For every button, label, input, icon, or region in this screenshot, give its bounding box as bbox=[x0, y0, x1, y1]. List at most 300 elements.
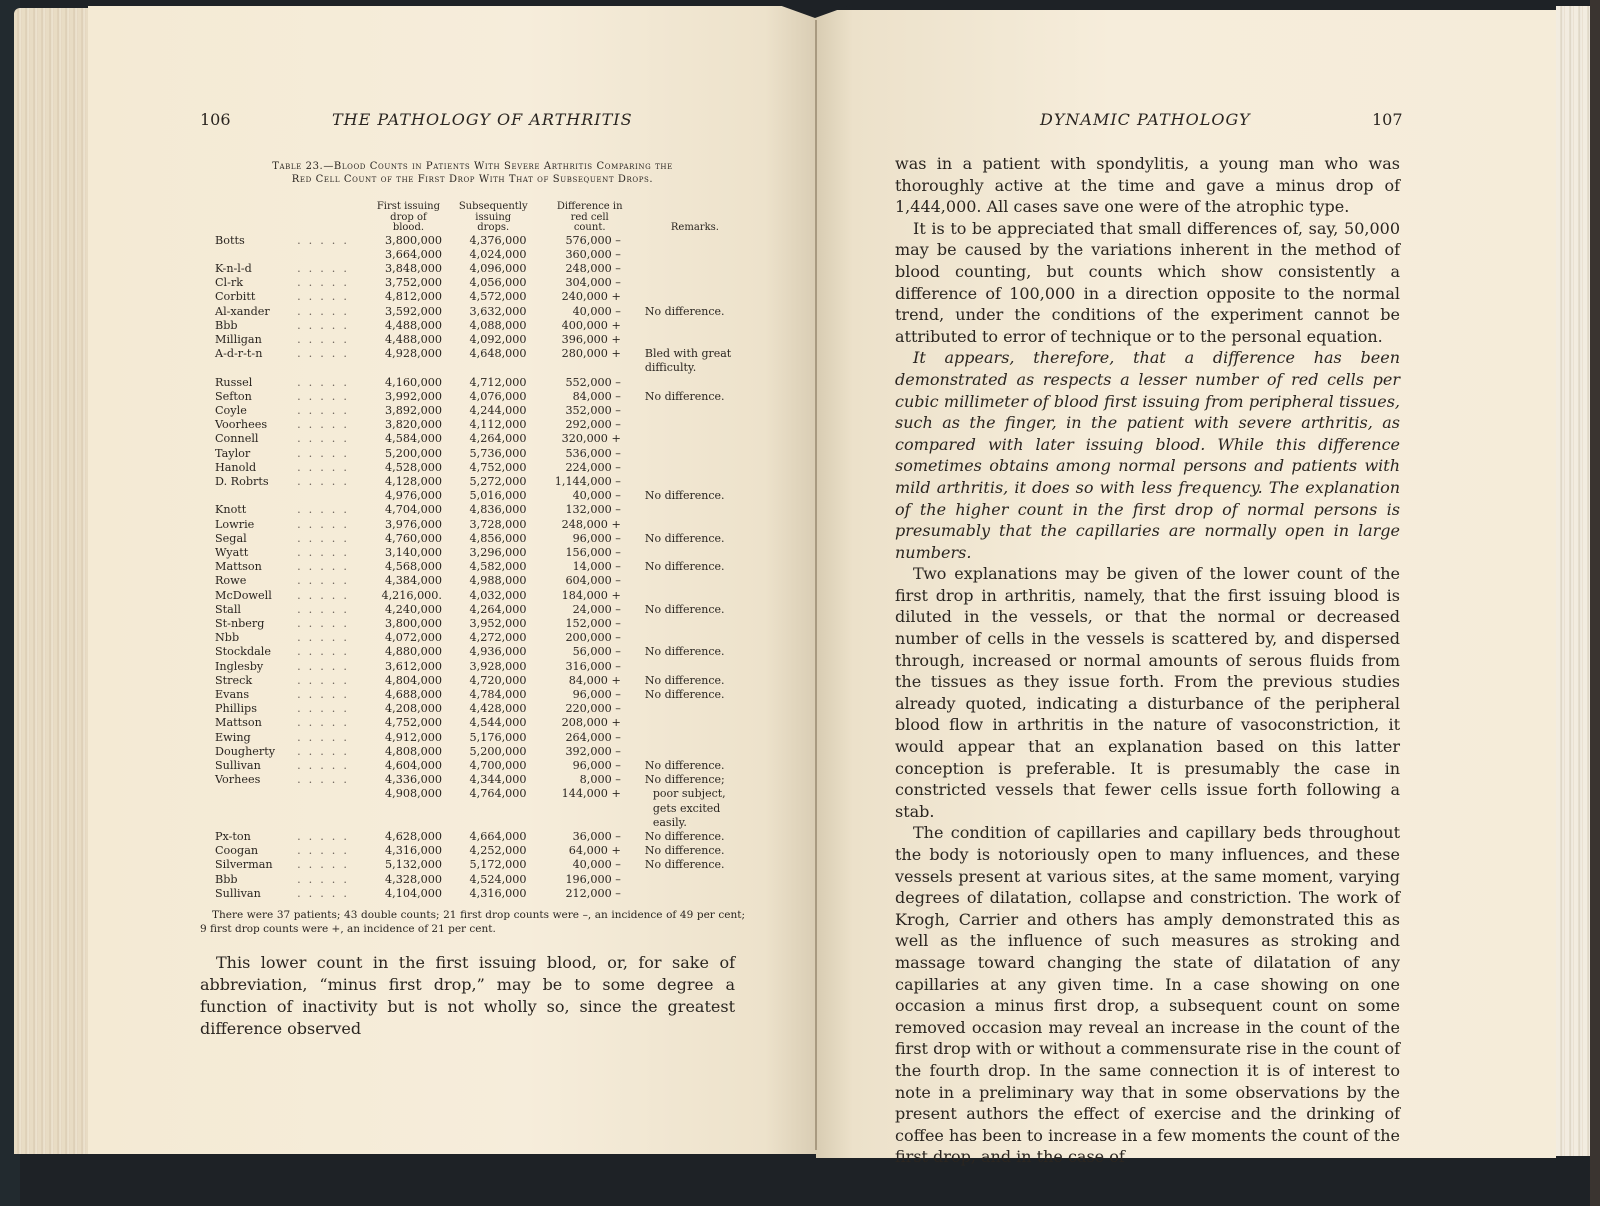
paragraph: It appears, therefore, that a difference has been demonstrated as respects a lesser number of red cells per cubic millimeter of blood first issuing from peripheral tissues, such as the finger, in the patient with severe arthritis, as compared with later issuing blood. While this difference sometimes obtains among normal persons and patients with mild arthritis, it does so with less frequency. The explanation of the higher count in the first drop of normal persons is presumably that the capillaries are normally open in large numbers. bbox=[895, 348, 1400, 562]
patient-name-cell bbox=[215, 844, 367, 858]
remarks-cell bbox=[643, 546, 745, 560]
remarks-cell bbox=[643, 574, 745, 588]
first-drop-cell: 4,384,000 bbox=[385, 574, 442, 588]
leader-dots: ..... bbox=[297, 759, 355, 773]
subsequent-drops-cell: 4,836,000 bbox=[469, 503, 527, 517]
patient-name-cell bbox=[215, 262, 367, 276]
first-drop-cell: 3,800,000 bbox=[385, 233, 442, 247]
subsequent-drops-cell: 4,712,000 bbox=[469, 375, 527, 389]
leader-dots: ..... bbox=[297, 688, 355, 701]
first-drop-cell: 3,800,000 bbox=[385, 616, 442, 630]
subsequent-drops-cell: 5,200,000 bbox=[469, 744, 527, 758]
remarks-cell bbox=[643, 716, 745, 730]
table-header-row bbox=[215, 202, 745, 234]
leader-dots: ..... bbox=[297, 702, 355, 716]
subsequent-drops-cell: 4,056,000 bbox=[469, 276, 527, 290]
difference-cell: 196,000 – bbox=[565, 872, 621, 886]
table-row bbox=[215, 745, 745, 759]
difference-cell: 304,000 – bbox=[565, 276, 621, 290]
leader-dots: ..... bbox=[297, 460, 355, 474]
first-drop-cell: 4,812,000 bbox=[385, 290, 442, 304]
table-row bbox=[215, 276, 745, 290]
first-drop-cell: 3,820,000 bbox=[385, 418, 442, 432]
table-row bbox=[215, 305, 745, 319]
difference-cell: 400,000 + bbox=[561, 318, 621, 332]
header-first-drop bbox=[367, 202, 450, 234]
table-row bbox=[215, 787, 745, 830]
table-row bbox=[215, 234, 745, 248]
subsequent-drops-cell: 4,544,000 bbox=[469, 716, 527, 730]
remarks-cell bbox=[643, 589, 745, 603]
patient-name-cell bbox=[215, 347, 367, 375]
first-drop-cell: 4,928,000 bbox=[385, 347, 442, 361]
subsequent-drops-cell: 4,024,000 bbox=[469, 247, 527, 261]
subsequent-drops-cell: 4,376,000 bbox=[469, 233, 527, 247]
header-first-line-3: blood. bbox=[392, 222, 425, 233]
subsequent-drops-cell: 4,264,000 bbox=[469, 602, 527, 616]
remarks-cell: No difference. bbox=[644, 389, 725, 403]
leader-dots: ..... bbox=[297, 332, 355, 346]
patient-name-cell bbox=[215, 461, 367, 475]
patient-name-cell bbox=[215, 688, 367, 702]
leader-dots: ..... bbox=[297, 844, 355, 858]
patient-name: Lowrie bbox=[215, 517, 255, 531]
right-page-number: 107 bbox=[1372, 110, 1403, 129]
difference-cell: 604,000 – bbox=[565, 574, 621, 588]
patient-name-cell bbox=[215, 617, 367, 631]
patient-name: Voorhees bbox=[215, 418, 268, 432]
patient-name: Taylor bbox=[215, 446, 251, 460]
leader-dots: ..... bbox=[297, 659, 355, 673]
remarks-cell: No difference. bbox=[644, 304, 725, 318]
patient-name-cell bbox=[215, 305, 367, 319]
first-drop-cell: 4,704,000 bbox=[385, 503, 442, 517]
table-row bbox=[215, 376, 745, 390]
subsequent-drops-cell: 4,112,000 bbox=[469, 418, 527, 432]
table-row bbox=[215, 887, 745, 901]
table-row bbox=[215, 333, 745, 347]
subsequent-drops-cell: 4,076,000 bbox=[469, 389, 527, 403]
remarks-cell: No difference. bbox=[644, 830, 725, 844]
patient-name: Vorhees bbox=[215, 773, 261, 787]
subsequent-drops-cell: 3,632,000 bbox=[469, 304, 527, 318]
patient-name: Knott bbox=[215, 503, 247, 517]
difference-cell: 1,144,000 – bbox=[554, 474, 621, 488]
first-drop-cell: 4,808,000 bbox=[385, 744, 442, 758]
remarks-cell: poor subject, gets excited easily. bbox=[652, 787, 726, 829]
patient-name-cell bbox=[215, 532, 367, 546]
patient-name: Wyatt bbox=[215, 545, 249, 559]
leader-dots: ..... bbox=[297, 290, 355, 304]
difference-cell: 96,000 – bbox=[572, 688, 621, 701]
book-cover-right bbox=[1590, 0, 1600, 1206]
remarks-cell bbox=[643, 518, 745, 532]
header-subsequent-drops bbox=[450, 202, 537, 234]
subsequent-drops-cell: 4,264,000 bbox=[469, 432, 527, 446]
patient-name-cell bbox=[215, 660, 367, 674]
leader-dots: ..... bbox=[297, 560, 355, 574]
difference-cell: 248,000 + bbox=[561, 517, 621, 531]
subsequent-drops-cell: 3,952,000 bbox=[469, 616, 527, 630]
header-first-line-1: First issuing bbox=[376, 201, 441, 212]
patient-name: Silverman bbox=[215, 858, 273, 872]
table-row bbox=[215, 461, 745, 475]
patient-name: Dougherty bbox=[215, 744, 276, 758]
first-drop-cell: 4,604,000 bbox=[385, 759, 442, 773]
difference-cell: 144,000 + bbox=[561, 787, 621, 801]
patient-name-cell bbox=[215, 518, 367, 532]
patient-name-cell bbox=[215, 759, 367, 773]
patient-name-cell bbox=[215, 404, 367, 418]
patient-name-cell bbox=[215, 276, 367, 290]
remarks-cell bbox=[643, 447, 745, 461]
patient-name-cell bbox=[215, 603, 367, 617]
patient-name: Milligan bbox=[215, 332, 262, 346]
patient-name-cell bbox=[215, 745, 367, 759]
leader-dots: ..... bbox=[297, 716, 355, 730]
remarks-cell bbox=[643, 873, 745, 887]
patient-name-cell bbox=[215, 234, 367, 248]
subsequent-drops-cell: 3,928,000 bbox=[469, 659, 527, 673]
difference-cell: 248,000 – bbox=[565, 261, 621, 275]
first-drop-cell: 3,848,000 bbox=[385, 261, 442, 275]
subsequent-drops-cell: 4,252,000 bbox=[469, 844, 527, 858]
patient-name: A-d-r-t-n bbox=[215, 347, 263, 361]
table-row bbox=[215, 716, 745, 730]
difference-cell: 14,000 – bbox=[572, 560, 621, 574]
difference-cell: 240,000 + bbox=[561, 290, 621, 304]
subsequent-drops-cell: 4,582,000 bbox=[469, 560, 527, 574]
table-body bbox=[215, 234, 745, 902]
remarks-cell bbox=[643, 617, 745, 631]
subsequent-drops-cell: 4,856,000 bbox=[469, 531, 527, 545]
patient-name-cell bbox=[215, 432, 367, 446]
patient-name: Mattson bbox=[215, 560, 262, 574]
leader-dots: ..... bbox=[297, 517, 355, 531]
first-drop-cell: 4,240,000 bbox=[385, 602, 442, 616]
leader-dots: ..... bbox=[297, 602, 355, 616]
leader-dots: ..... bbox=[297, 304, 355, 318]
table-row bbox=[215, 532, 745, 546]
table-row bbox=[215, 603, 745, 617]
patient-name-cell bbox=[215, 702, 367, 716]
patient-name: Coyle bbox=[215, 403, 247, 417]
difference-cell: 392,000 – bbox=[565, 744, 621, 758]
header-sub-line-3: drops. bbox=[477, 222, 510, 233]
leader-dots: ..... bbox=[297, 872, 355, 886]
first-drop-cell: 4,216,000. bbox=[381, 588, 442, 602]
subsequent-drops-cell: 4,720,000 bbox=[469, 673, 527, 687]
difference-cell: 208,000 + bbox=[561, 716, 621, 730]
difference-cell: 40,000 – bbox=[572, 304, 621, 318]
subsequent-drops-cell: 4,244,000 bbox=[469, 403, 527, 417]
patient-name-cell bbox=[215, 333, 367, 347]
difference-cell: 212,000 – bbox=[565, 886, 621, 900]
patient-name-cell bbox=[215, 390, 367, 404]
patient-name-cell bbox=[215, 489, 367, 503]
patient-name: Russel bbox=[215, 375, 253, 389]
first-drop-cell: 4,976,000 bbox=[385, 489, 442, 503]
difference-cell: 536,000 – bbox=[565, 446, 621, 460]
first-drop-cell: 3,592,000 bbox=[385, 304, 442, 318]
table-row bbox=[215, 674, 745, 688]
subsequent-drops-cell: 3,728,000 bbox=[469, 517, 527, 531]
leader-dots: ..... bbox=[297, 375, 355, 389]
patient-name-cell bbox=[215, 248, 367, 262]
table-row bbox=[215, 688, 745, 702]
subsequent-drops-cell: 4,752,000 bbox=[469, 460, 527, 474]
difference-cell: 316,000 – bbox=[565, 659, 621, 673]
difference-cell: 320,000 + bbox=[561, 432, 621, 446]
subsequent-drops-cell: 4,344,000 bbox=[469, 773, 527, 787]
first-drop-cell: 4,528,000 bbox=[385, 460, 442, 474]
first-drop-cell: 4,760,000 bbox=[385, 531, 442, 545]
patient-name: Bbb bbox=[215, 318, 238, 332]
subsequent-drops-cell: 5,736,000 bbox=[469, 446, 527, 460]
table-row bbox=[215, 347, 745, 375]
remarks-cell bbox=[643, 404, 745, 418]
leader-dots: ..... bbox=[297, 276, 355, 290]
difference-cell: 132,000 – bbox=[565, 503, 621, 517]
first-drop-cell: 4,804,000 bbox=[385, 673, 442, 687]
patient-name-cell bbox=[215, 589, 367, 603]
right-running-head: DYNAMIC PATHOLOGY bbox=[1040, 110, 1251, 129]
patient-name-cell bbox=[215, 560, 367, 574]
remarks-cell bbox=[643, 248, 745, 262]
first-drop-cell: 4,488,000 bbox=[385, 332, 442, 346]
remarks-cell bbox=[643, 376, 745, 390]
subsequent-drops-cell: 4,784,000 bbox=[469, 688, 527, 701]
first-drop-cell: 4,328,000 bbox=[385, 872, 442, 886]
patient-name: Stall bbox=[215, 602, 241, 616]
patient-name-cell bbox=[215, 376, 367, 390]
difference-cell: 360,000 – bbox=[565, 247, 621, 261]
subsequent-drops-cell: 3,296,000 bbox=[469, 545, 527, 559]
subsequent-drops-cell: 4,936,000 bbox=[469, 645, 527, 659]
header-first-line-2: drop of bbox=[390, 211, 427, 223]
subsequent-drops-cell: 4,088,000 bbox=[469, 318, 527, 332]
difference-cell: 184,000 + bbox=[561, 588, 621, 602]
leader-dots: ..... bbox=[297, 773, 355, 787]
difference-cell: 292,000 – bbox=[565, 418, 621, 432]
table-footnote: There were 37 patients; 43 double counts; 21 first drop counts were –, an incidence of 49 per cent; 9 first drop counts were +, an incidence of 21 per cent. bbox=[200, 909, 745, 935]
leader-dots: ..... bbox=[297, 403, 355, 417]
patient-name-cell bbox=[215, 418, 367, 432]
first-drop-cell: 5,200,000 bbox=[385, 446, 442, 460]
patient-name: Botts bbox=[215, 233, 245, 247]
first-drop-cell: 4,880,000 bbox=[385, 645, 442, 659]
difference-cell: 200,000 – bbox=[565, 631, 621, 645]
patient-name-cell bbox=[215, 645, 367, 659]
subsequent-drops-cell: 4,032,000 bbox=[469, 588, 527, 602]
table-row bbox=[215, 518, 745, 532]
remarks-cell: No difference. bbox=[644, 645, 725, 659]
header-sub-line-1: Subsequently bbox=[458, 201, 528, 212]
subsequent-drops-cell: 4,096,000 bbox=[469, 261, 527, 275]
subsequent-drops-cell: 4,272,000 bbox=[469, 631, 527, 645]
remarks-cell bbox=[643, 290, 745, 304]
patient-name-cell bbox=[215, 447, 367, 461]
paragraph: The condition of capillaries and capillary beds throughout the body is notoriously open to many influences, and these vessels present at various sites, at the same moment, varying degrees of dilatation, collapse and constriction. The work of Krogh, Carrier and others has amply demonstrated this as well as the influence of such measures as stroking and massage toward changing the state of dilatation of any capillaries at any given time. In a case showing on one occasion a minus first drop, a subsequent count on some removed occasion may reveal an increase in the count of the first drop with or without a commensurate rise in the count of the fourth drop. In the same connection it is of interest to note in a preliminary way that in some observations by the present authors the effect of exercise and the drinking of coffee has been to increase in a few moments the count of the first drop, and in the case of bbox=[895, 823, 1400, 1167]
table-row bbox=[215, 844, 745, 858]
subsequent-drops-cell: 4,092,000 bbox=[469, 332, 527, 346]
leader-dots: ..... bbox=[297, 574, 355, 588]
remarks-cell: No difference. bbox=[644, 489, 725, 503]
remarks-cell: No difference. bbox=[644, 844, 725, 858]
leader-dots: ..... bbox=[297, 531, 355, 545]
patient-name: Phillips bbox=[215, 702, 257, 716]
remarks-cell: No difference. bbox=[644, 688, 725, 701]
table-row bbox=[215, 248, 745, 262]
book-gutter bbox=[815, 20, 817, 1150]
subsequent-drops-cell: 4,700,000 bbox=[469, 759, 527, 773]
subsequent-drops-cell: 5,272,000 bbox=[469, 474, 527, 488]
first-drop-cell: 4,160,000 bbox=[385, 375, 442, 389]
first-drop-cell: 3,140,000 bbox=[385, 545, 442, 559]
table-row bbox=[215, 319, 745, 333]
difference-cell: 152,000 – bbox=[565, 616, 621, 630]
header-difference bbox=[536, 202, 642, 234]
difference-cell: 220,000 – bbox=[565, 702, 621, 716]
difference-cell: 552,000 – bbox=[565, 375, 621, 389]
first-drop-cell: 4,752,000 bbox=[385, 716, 442, 730]
patient-name: McDowell bbox=[215, 588, 272, 602]
difference-cell: 224,000 – bbox=[565, 460, 621, 474]
patient-name-cell bbox=[215, 319, 367, 333]
patient-name: Sullivan bbox=[215, 886, 261, 900]
remarks-cell bbox=[643, 432, 745, 446]
first-drop-cell: 3,892,000 bbox=[385, 403, 442, 417]
leader-dots: ..... bbox=[297, 730, 355, 744]
difference-cell: 576,000 – bbox=[565, 233, 621, 247]
first-drop-cell: 4,584,000 bbox=[385, 432, 442, 446]
subsequent-drops-cell: 5,172,000 bbox=[469, 858, 527, 872]
subsequent-drops-cell: 4,648,000 bbox=[469, 347, 527, 361]
table-row bbox=[215, 660, 745, 674]
leader-dots: ..... bbox=[297, 858, 355, 872]
remarks-cell bbox=[643, 262, 745, 276]
table-row bbox=[215, 631, 745, 645]
first-drop-cell: 3,976,000 bbox=[385, 517, 442, 531]
header-diff-line-1: Difference in bbox=[556, 201, 623, 212]
remarks-cell bbox=[643, 333, 745, 347]
table-caption-line-2: Red Cell Count of the First Drop With That of Subsequent Drops. bbox=[291, 174, 654, 185]
first-drop-cell: 3,752,000 bbox=[385, 276, 442, 290]
difference-cell: 96,000 – bbox=[572, 759, 621, 773]
table-row bbox=[215, 447, 745, 461]
remarks-cell bbox=[643, 745, 745, 759]
remarks-cell: No difference. bbox=[644, 560, 725, 574]
first-drop-cell: 4,128,000 bbox=[385, 474, 442, 488]
patient-name-cell bbox=[215, 290, 367, 304]
table-row bbox=[215, 731, 745, 745]
patient-name-cell bbox=[215, 475, 367, 489]
table-row bbox=[215, 873, 745, 887]
table-row bbox=[215, 489, 745, 503]
difference-cell: 40,000 – bbox=[572, 489, 621, 503]
table-row bbox=[215, 390, 745, 404]
patient-name: K-n-l-d bbox=[215, 261, 252, 275]
first-drop-cell: 4,628,000 bbox=[385, 830, 442, 844]
patient-name-cell bbox=[215, 731, 367, 745]
leader-dots: ..... bbox=[297, 588, 355, 602]
difference-cell: 396,000 + bbox=[561, 332, 621, 346]
patient-name: Bbb bbox=[215, 872, 238, 886]
subsequent-drops-cell: 5,176,000 bbox=[469, 730, 527, 744]
patient-name-cell bbox=[215, 858, 367, 872]
patient-name: Px-ton bbox=[215, 830, 251, 844]
leader-dots: ..... bbox=[297, 261, 355, 275]
patient-name-cell bbox=[215, 503, 367, 517]
remarks-cell: Bled with great difficulty. bbox=[644, 347, 732, 375]
patient-name: Al-xander bbox=[215, 304, 270, 318]
leader-dots: ..... bbox=[297, 446, 355, 460]
first-drop-cell: 4,908,000 bbox=[385, 787, 442, 801]
patient-name: Corbitt bbox=[215, 290, 256, 304]
subsequent-drops-cell: 4,988,000 bbox=[469, 574, 527, 588]
difference-cell: 280,000 + bbox=[561, 347, 621, 361]
subsequent-drops-cell: 4,764,000 bbox=[469, 787, 527, 801]
first-drop-cell: 4,688,000 bbox=[385, 688, 442, 701]
difference-cell: 56,000 – bbox=[572, 645, 621, 659]
leader-dots: ..... bbox=[297, 616, 355, 630]
leader-dots: ..... bbox=[297, 830, 355, 844]
remarks-cell: No difference. bbox=[644, 858, 725, 872]
first-drop-cell: 4,072,000 bbox=[385, 631, 442, 645]
patient-name: Coogan bbox=[215, 844, 259, 858]
table-row bbox=[215, 475, 745, 489]
difference-cell: 84,000 – bbox=[572, 389, 621, 403]
remarks-cell bbox=[643, 660, 745, 674]
remarks-cell bbox=[643, 702, 745, 716]
patient-name: Streck bbox=[215, 673, 253, 687]
leader-dots: ..... bbox=[297, 645, 355, 659]
paragraph: was in a patient with spondylitis, a young man who was thoroughly active at the time and gave a minus drop of 1,444,000. All cases save one were of the atrophic type. bbox=[895, 154, 1400, 217]
leader-dots: ..... bbox=[297, 503, 355, 517]
paragraph: Two explanations may be given of the lower count of the first drop in arthritis, namely, that the first issuing blood is diluted in the vessels, or that the normal or decreased number of cells in the vessels is scattered by, and dispersed through, increased or normal amounts of serous fluids from the tissues as they issue forth. From the previous studies already quoted, indicating a disturbance of the peripheral blood flow in arthritis in the nature of vasoconstriction, it would appear that an explanation based on this latter conception is preferable. It is presumably the case in constricted vessels that fewer cells issue forth following a stab. bbox=[895, 564, 1400, 821]
subsequent-drops-cell: 5,016,000 bbox=[469, 489, 527, 503]
leader-dots: ..... bbox=[297, 389, 355, 403]
left-page-number: 106 bbox=[200, 110, 231, 129]
leader-dots: ..... bbox=[297, 318, 355, 332]
table-row bbox=[215, 262, 745, 276]
leader-dots: ..... bbox=[297, 474, 355, 488]
remarks-cell: No difference. bbox=[644, 673, 725, 687]
header-sub-line-2: issuing bbox=[475, 211, 512, 223]
first-drop-cell: 4,568,000 bbox=[385, 560, 442, 574]
remarks-cell bbox=[643, 503, 745, 517]
remarks-cell: No difference. bbox=[644, 602, 725, 616]
patient-name-cell bbox=[215, 716, 367, 730]
table-row bbox=[215, 290, 745, 304]
leader-dots: ..... bbox=[297, 347, 355, 361]
patient-name-cell bbox=[215, 873, 367, 887]
patient-name: Inglesby bbox=[215, 659, 264, 673]
header-name bbox=[215, 202, 367, 234]
difference-cell: 40,000 – bbox=[572, 858, 621, 872]
table-row bbox=[215, 702, 745, 716]
patient-name: Mattson bbox=[215, 716, 262, 730]
patient-name: Connell bbox=[215, 432, 259, 446]
subsequent-drops-cell: 4,572,000 bbox=[469, 290, 527, 304]
remarks-cell bbox=[643, 276, 745, 290]
leader-dots: ..... bbox=[297, 545, 355, 559]
leader-dots: ..... bbox=[297, 432, 355, 446]
patient-name: Segal bbox=[215, 531, 247, 545]
patient-name: Evans bbox=[215, 688, 250, 701]
first-drop-cell: 3,612,000 bbox=[385, 659, 442, 673]
remarks-cell bbox=[643, 461, 745, 475]
